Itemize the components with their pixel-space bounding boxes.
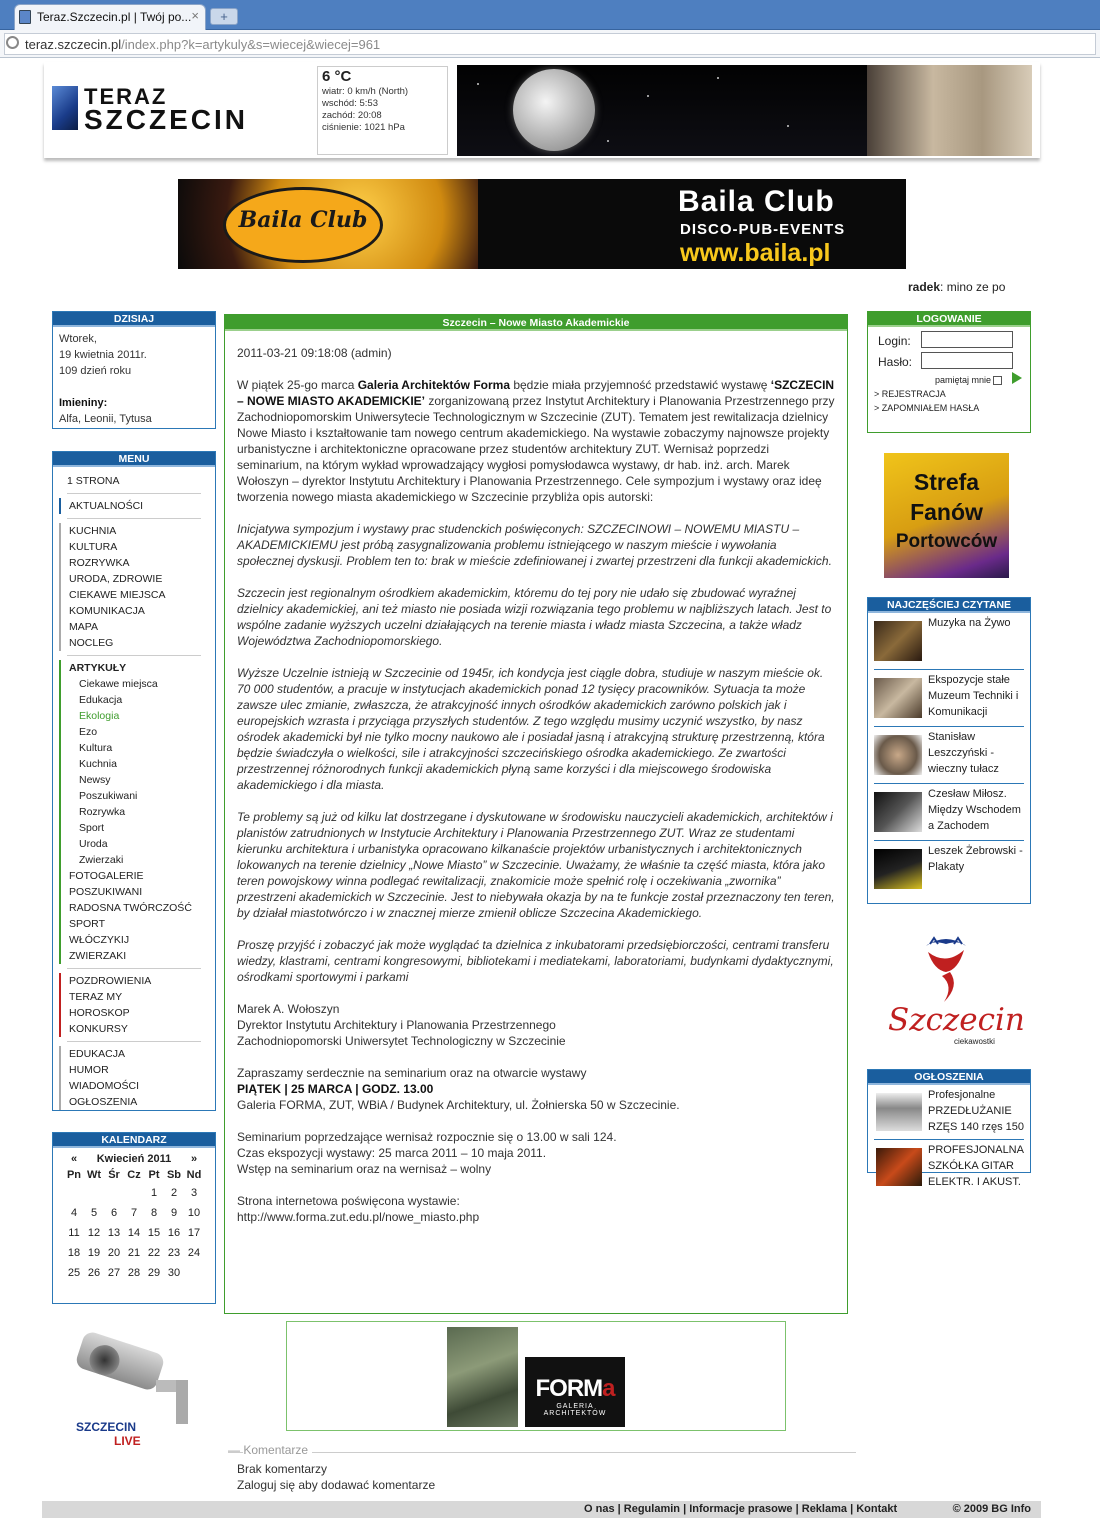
calendar-weekday: Pn — [66, 1169, 82, 1181]
user-status-text: : mino ze po — [940, 280, 1006, 294]
most-read-thumbnail[interactable] — [874, 678, 922, 718]
today-weekday: Wtorek, — [59, 333, 97, 345]
article-paragraph: Te problemy są już od kilku lat dostrzegane i dyskutowane w środowisku nauczycieli akademickich, architektów i planistów zatrudnionych w Instytucie Architektury i Planowania Przestrzennego ZUT. Wraz ze studentami kierunku architektura i urbanistyka opracowano kilkanaście projektów urbanistycznych i architektonicznych lokowanych na terenie dzielnicy „Nowe Miasto” w Szczecinie. Uważamy, że właśnie ta część miasta, która jako teren powojskowy winna podlegać rewitalizacji, znakomicie może spełnić rolę i oczekiwania „zwornika” przestrzeni akademickich w Szczecinie. Jest to niebywała okazja by na te funkcje został przeznaczony ten teren, by działał miastotwórczo i w znacznej mierze zmienił oblicze Szczecina Akademickiego. — [237, 810, 835, 920]
weather-sunrise: wschód: 5:53 — [322, 98, 378, 109]
calendar-weekday: Sb — [166, 1169, 182, 1181]
menu-subitem[interactable]: Uroda — [79, 838, 108, 850]
calendar-weekday: Nd — [186, 1169, 202, 1181]
entry-info: Wstęp na seminarium oraz na wernisaż – wolny — [237, 1162, 492, 1176]
most-read-thumbnail[interactable] — [874, 735, 922, 775]
calendar-day[interactable]: 22 — [147, 1247, 161, 1259]
password-input[interactable] — [921, 352, 1013, 369]
most-read-item[interactable] — [874, 613, 1024, 670]
calendar-weekday: Śr — [108, 1169, 120, 1181]
article-title: Szczecin – Nowe Miasto Akademickie — [225, 315, 847, 331]
calendar-day — [184, 1263, 204, 1283]
strefa-fanow-banner[interactable] — [884, 453, 1009, 578]
comments-header: — Komentarze — [228, 1443, 856, 1453]
calendar-day[interactable]: 25 — [67, 1267, 81, 1279]
most-read-link[interactable]: Ekspozycje stałe Muzeum Techniki i Komunikacji — [928, 674, 1019, 718]
banner-url: www.baila.pl — [680, 239, 831, 267]
camera-mount-plate — [176, 1380, 188, 1424]
favicon-icon — [19, 10, 31, 24]
calendar-weekday: Cz — [127, 1169, 141, 1181]
menu-subitem[interactable]: Newsy — [79, 774, 111, 786]
menu-subitem[interactable]: Sport — [79, 822, 105, 834]
calendar-box — [52, 1132, 216, 1304]
article-paragraph: Inicjatywa sympozjum i wystawy prac studenckich poświęconych: SZCZECINOWI – NOWEMU MIASTU – AKADEMICKIEMU jest próbą zasygnalizowania problemu istniejącego w naszym mieście i wywołania społecznej dyskusji. Problem ten to: brak w mieście zdefiniowanej i zwartej przestrzeni dla funkcji akademickich. — [237, 522, 832, 568]
forgot-password-link[interactable]: > ZAPOMNIAŁEM HASŁA — [874, 403, 980, 414]
most-read-link[interactable]: Leszek Żebrowski - Plakaty — [928, 845, 1023, 873]
menu-item[interactable]: WIADOMOŚCI — [69, 1080, 139, 1092]
menu-item[interactable]: HOROSKOP — [69, 1007, 130, 1019]
szczecin-live-camera-banner[interactable] — [58, 1336, 198, 1450]
browser-tab[interactable] — [14, 4, 206, 30]
menu-subitem[interactable]: Ezo — [79, 726, 98, 738]
ad-link[interactable]: PROFESJONALNA SZKÓŁKA GITAR ELEKTR. I AKUST. — [928, 1144, 1024, 1188]
menu-subitem[interactable]: Poszukiwani — [79, 790, 138, 802]
menu-item[interactable]: KOMUNIKACJA — [69, 605, 145, 617]
most-read-thumbnail[interactable] — [874, 849, 922, 889]
calendar-day — [104, 1183, 124, 1203]
calendar-day[interactable]: 16 — [167, 1227, 181, 1239]
calendar-day[interactable]: 14 — [127, 1227, 141, 1239]
forma-gallery-logo[interactable] — [525, 1357, 625, 1427]
castle-tower-image — [867, 65, 1032, 156]
remember-me-label: pamiętaj mnie — [934, 375, 991, 385]
most-read-thumbnail[interactable] — [874, 792, 922, 832]
remember-me-checkbox[interactable] — [993, 376, 1002, 385]
ads-box — [867, 1069, 1031, 1188]
footer-copyright: © 2009 BG Info — [952, 1503, 1031, 1515]
login-submit-arrow-icon[interactable] — [1012, 372, 1022, 384]
article — [224, 314, 848, 1314]
menu-subitem[interactable]: Kuchnia — [79, 758, 117, 770]
griffin-mark-icon — [920, 936, 972, 1006]
calendar-day — [84, 1183, 104, 1203]
calendar-day[interactable]: 4 — [70, 1207, 78, 1219]
menu-item[interactable]: KULTURA — [69, 541, 118, 553]
logo-line1: TERAZ — [84, 84, 168, 109]
signature-org: Zachodniopomorski Uniwersytet Technologiczny w Szczecinie — [237, 1034, 566, 1048]
calendar-day[interactable]: 8 — [150, 1207, 158, 1219]
article-images — [286, 1321, 786, 1431]
star-dot — [717, 77, 719, 79]
article-paragraph: Szczecin jest regionalnym ośrodkiem akademickim, któremu do tej pory nie udało się zbudować wyraźnej dzielnicy akademickiej, ani też miasto nie posiada wizji rozwiązania tego problemu w najbliższych latach. Jest to wspólne zadanie wyższych uczelni działających na terenie miasta i władz miasta Szczecina, a także władz Województwa Zachodniopomorskiego. — [237, 586, 832, 648]
menu-subitem[interactable]: Zwierzaki — [79, 854, 124, 866]
url-domain: teraz.szczecin.pl — [25, 37, 122, 52]
today-header: DZISIAJ — [53, 312, 215, 327]
menu-item-news[interactable]: AKTUALNOŚCI — [69, 500, 144, 512]
article-date: 2011-03-21 09:18:08 — [237, 346, 348, 360]
szczecin-logo-sub: ciekawostki — [954, 1037, 995, 1046]
most-read-thumbnail[interactable] — [874, 621, 922, 661]
article-author: (admin) — [350, 346, 392, 360]
weather-sunset: zachód: 20:08 — [322, 110, 382, 121]
login-box — [867, 311, 1031, 433]
login-input[interactable] — [921, 331, 1013, 348]
website-link[interactable]: http://www.forma.zut.edu.pl/nowe_miasto.php — [237, 1210, 480, 1224]
ad-thumbnail[interactable] — [876, 1093, 922, 1131]
menu-item-articles[interactable]: ARTYKUŁY — [69, 662, 127, 674]
calendar-day[interactable]: 26 — [87, 1267, 101, 1279]
name-days-label: Imieniny: — [59, 397, 108, 409]
signature-name: Marek A. Wołoszyn — [237, 1002, 340, 1016]
menu-item[interactable]: SPORT — [69, 918, 105, 930]
menu-item[interactable]: OGŁOSZENIA — [69, 1096, 138, 1108]
no-comments: Brak komentarzy — [237, 1462, 328, 1476]
calendar-day[interactable]: 7 — [130, 1207, 138, 1219]
footer-link[interactable]: Reklama — [801, 1503, 848, 1515]
calendar-day — [64, 1183, 84, 1203]
website-label: Strona internetowa poświęcona wystawie: — [237, 1194, 460, 1208]
menu-item[interactable]: HUMOR — [69, 1064, 109, 1076]
menu-item[interactable]: RADOSNA TWÓRCZOŚĆ — [69, 902, 192, 914]
site-footer — [42, 1501, 1041, 1518]
comments-section — [228, 1443, 856, 1493]
star-dot — [787, 125, 789, 127]
calendar-day[interactable]: 17 — [187, 1227, 201, 1239]
calendar-prev-button[interactable]: « — [70, 1153, 78, 1165]
article-text: W piątek 25-go marca — [237, 378, 358, 392]
calendar-day[interactable]: 27 — [107, 1267, 121, 1279]
camera-lens — [86, 1341, 124, 1379]
login-header: LOGOWANIE — [868, 312, 1030, 327]
header-photo — [457, 65, 1032, 156]
footer-separator: | — [847, 1503, 857, 1515]
gallery-name: Galeria Architektów Forma — [357, 378, 510, 392]
menu-item[interactable]: TERAZ MY — [69, 991, 123, 1003]
calendar-day[interactable]: 18 — [67, 1247, 81, 1259]
menu-item[interactable]: POZDROWIENIA — [69, 975, 152, 987]
calendar-day[interactable]: 15 — [147, 1227, 161, 1239]
footer-link[interactable]: Regulamin — [623, 1503, 681, 1515]
footer-separator: | — [614, 1503, 624, 1515]
menu-subitem[interactable]: Kultura — [79, 742, 113, 754]
moon-image — [513, 69, 595, 151]
ad-item[interactable] — [874, 1140, 1024, 1195]
banner-subtitle: DISCO-PUB-EVENTS — [680, 221, 846, 238]
globe-icon — [6, 36, 19, 49]
calendar-day[interactable]: 9 — [170, 1207, 178, 1219]
forma-logo-accent: a — [602, 1375, 615, 1402]
user-name[interactable]: radek — [908, 280, 941, 294]
menu-item[interactable]: KONKURSY — [69, 1023, 128, 1035]
calendar-day[interactable]: 19 — [87, 1247, 101, 1259]
user-status — [908, 280, 1005, 294]
calendar-day[interactable]: 23 — [167, 1247, 181, 1259]
register-link[interactable]: > REJESTRACJA — [874, 389, 946, 400]
article-paragraph: Wyższe Uczelnie istnieją w Szczecinie od 1945r, ich kondycja jest ciągle dobra, studiuje w naszym mieście ok. 70 000 studentów, a pracuje w instytucjach akademickich ponad 12 tysięcy pracowników. Sytuacja ta może zawsze ulec zmianie, zwłaszcza, że atrakcyjność innych ośrodków akademickich zarówno polskich jak i europejskich wzrasta i przyciąga przyszłych studentów. Z tego względu musimy uczynić wszystko, by nasz ośrodek akademicki był nie tylko mocny naukowo ale i posiadał jasną i atrakcyjną strukturę przestrzenną, która będzie świadczyła o wielkości, sile i atrakcyjności szczecińskiego ośrodka akademickiego. Ze zwartości przestrzennej różnorodnych funkcji akademickich płyną same korzyści i dla miejscowego środowiska akademickiego i dla miasta. — [237, 666, 825, 792]
invitation-date: PIĄTEK | 25 MARCA | GODZ. 13.00 — [237, 1082, 434, 1096]
calendar-weekday: Wt — [86, 1169, 102, 1181]
menu-item-home[interactable]: 1 STRONA — [67, 475, 120, 487]
main-menu — [52, 451, 216, 1111]
forma-logo-main: FORM — [535, 1375, 603, 1402]
today-date: 19 kwietnia 2011r. — [59, 349, 147, 361]
calendar-day[interactable]: 13 — [107, 1227, 121, 1239]
most-read-link[interactable]: Stanisław Leszczyński - wieczny tułacz — [928, 731, 999, 775]
menu-item[interactable]: POSZUKIWANI — [69, 886, 143, 898]
star-dot — [647, 95, 649, 97]
baila-club-banner[interactable] — [178, 179, 906, 269]
calendar-day[interactable]: 11 — [68, 1227, 80, 1239]
menu-header: MENU — [53, 452, 215, 467]
camera-subtitle: LIVE — [114, 1434, 141, 1448]
logo-mark-icon — [52, 86, 78, 130]
camera-title: SZCZECIN — [76, 1420, 136, 1434]
menu-item[interactable]: WŁÓCZYKIJ — [69, 934, 130, 946]
calendar-day[interactable]: 6 — [110, 1207, 118, 1219]
menu-item[interactable]: NOCLEG — [69, 637, 114, 649]
calendar-day — [124, 1183, 144, 1203]
invitation-text: Zapraszamy serdecznie na seminarium oraz na otwarcie wystawy — [237, 1066, 587, 1080]
calendar-month: Kwiecień 2011 — [96, 1153, 172, 1165]
ads-header: OGŁOSZENIA — [868, 1070, 1030, 1085]
exhibition-period: Czas ekspozycji wystawy: 25 marca 2011 – 10 maja 2011. — [237, 1146, 547, 1160]
weather-temperature: 6 °C — [322, 68, 352, 85]
close-tab-icon[interactable]: × — [191, 8, 199, 23]
most-read-box — [867, 597, 1031, 904]
ad-thumbnail[interactable] — [876, 1148, 922, 1186]
login-label: Login: — [878, 334, 911, 348]
aerial-poster-image[interactable] — [447, 1327, 518, 1427]
menu-item[interactable]: KUCHNIA — [69, 525, 117, 537]
article-text: zorganizowaną przez Instytut Architektury i Planowania Przestrzennego przy Zachodniopomorskim Uniwersytecie Technologicznym w Szczecinie (ZUT). Tematem jest rewitalizacja dzielnicy Nowe Miasto i kształtowanie tam nowego centrum akademickiego. Na wystawie zobaczymy najnowsze projekty urbanistyczne i architektoniczne opracowane przez studentów architektury ZUT. Wernisaż poprzedzi seminarium, na którym wykład wprowadzający wygłosi pomysłodawca wystawy, dr hab. inż. arch. Marek Wołoszyn – dyrektor Instytutu Architektury i Planowania Przestrzennego. Cele sympozjum i wystawy oraz ideę tworzenia nowego miasta akademickiego w Szczecinie przybliża opis autorski: — [237, 394, 835, 504]
footer-link[interactable]: Informacje prasowe — [689, 1503, 793, 1515]
most-read-link[interactable]: Czesław Miłosz. Między Wschodem a Zachodem — [928, 788, 1021, 832]
calendar-header: KALENDARZ — [53, 1133, 215, 1148]
calendar-weekday: Pt — [148, 1169, 160, 1181]
signature-title: Dyrektor Instytutu Architektury i Planowania Przestrzennego — [237, 1018, 556, 1032]
strefa-line2: Fanów — [910, 499, 983, 525]
calendar-day[interactable]: 20 — [107, 1247, 121, 1259]
article-text: będzie miała przyjemność przedstawić wystawę — [510, 378, 771, 392]
seminar-time: Seminarium poprzedzające wernisaż rozpocznie się o 13.00 w sali 124. — [237, 1130, 617, 1144]
menu-item[interactable]: CIEKAWE MIEJSCA — [69, 589, 166, 601]
most-read-item[interactable] — [874, 784, 1024, 841]
address-bar[interactable] — [4, 33, 1096, 55]
tab-title: Teraz.Szczecin.pl | Twój po... — [37, 10, 192, 24]
star-dot — [607, 140, 609, 142]
most-read-header: NAJCZĘŚCIEJ CZYTANE — [868, 598, 1030, 613]
banner-title: Baila Club — [678, 185, 835, 218]
calendar-day[interactable]: 30 — [167, 1267, 181, 1279]
szczecin-city-logo[interactable] — [880, 936, 1025, 1046]
most-read-item[interactable] — [874, 727, 1024, 784]
password-label: Hasło: — [878, 355, 913, 369]
star-dot — [477, 83, 479, 85]
ad-link[interactable]: Profesjonalne PRZEDŁUŻANIE RZĘS 140 rzęs 150 — [928, 1089, 1024, 1133]
banner-logo: Baila Club — [223, 187, 383, 263]
calendar-day[interactable]: 24 — [187, 1247, 201, 1259]
calendar-day[interactable]: 2 — [170, 1187, 178, 1199]
szczecin-logo-text: Szczecin — [888, 1002, 1025, 1038]
footer-separator: | — [792, 1503, 802, 1515]
calendar-day[interactable]: 10 — [187, 1207, 201, 1219]
calendar-day[interactable]: 3 — [190, 1187, 198, 1199]
weather-pressure: ciśnienie: 1021 hPa — [322, 122, 405, 133]
calendar-day[interactable]: 1 — [150, 1187, 158, 1199]
footer-links — [584, 1501, 897, 1518]
url-path: /index.php?k=artykuly&s=wiecej&wiecej=961 — [121, 37, 381, 52]
comments-header-text: Komentarze — [243, 1443, 312, 1457]
exhibition-name: ‘SZCZECIN – NOWE MIASTO AKADEMICKIE’ — [237, 378, 835, 408]
calendar-day[interactable]: 28 — [127, 1267, 141, 1279]
article-paragraph: Proszę przyjść i zobaczyć jak może wyglądać ta dzielnica z inkubatorami przedsiębiorczości, centrami transferu wiedzy, klastrami, centrami kongresowymi, bibliotekami i mediatekami, laboratoriami, budynkami dydaktycznymi, ośrodkami sportowymi i parkami — [237, 938, 834, 984]
menu-item[interactable]: URODA, ZDROWIE — [69, 573, 163, 585]
strefa-line1: Strefa — [913, 469, 980, 495]
today-box — [52, 311, 216, 429]
menu-item[interactable]: EDUKACJA — [69, 1048, 126, 1060]
footer-separator: | — [680, 1503, 690, 1515]
footer-link[interactable]: O nas — [584, 1503, 615, 1515]
camera-icon — [74, 1330, 166, 1392]
most-read-item[interactable] — [874, 841, 1024, 898]
login-to-comment[interactable]: Zaloguj się aby dodawać komentarze — [237, 1478, 436, 1492]
weather-widget — [317, 66, 448, 155]
menu-item[interactable]: ROZRYWKA — [69, 557, 130, 569]
most-read-item[interactable] — [874, 670, 1024, 727]
most-read-link[interactable]: Muzyka na Żywo — [928, 617, 1011, 629]
new-tab-button[interactable]: + — [210, 8, 238, 25]
site-logo[interactable] — [52, 86, 297, 134]
name-days: Alfa, Leonii, Tytusa — [59, 413, 152, 425]
menu-item[interactable]: MAPA — [69, 621, 98, 633]
calendar-day[interactable]: 21 — [127, 1247, 141, 1259]
menu-subitem[interactable]: Edukacja — [79, 694, 123, 706]
menu-subitem[interactable]: Ekologia — [79, 710, 120, 722]
calendar-day[interactable]: 12 — [87, 1227, 101, 1239]
today-day-of-year: 109 dzień roku — [59, 365, 132, 377]
ad-item[interactable] — [874, 1085, 1024, 1140]
menu-item[interactable]: FOTOGALERIE — [69, 870, 144, 882]
calendar-table — [64, 1151, 204, 1283]
calendar-day[interactable]: 29 — [147, 1267, 161, 1279]
forma-logo-sub: GALERIA ARCHITEKTÓW — [543, 1403, 607, 1417]
menu-subitem[interactable]: Ciekawe miejsca — [79, 678, 158, 690]
weather-wind: wiatr: 0 km/h (North) — [322, 86, 409, 97]
menu-item[interactable]: ZWIERZAKI — [69, 950, 127, 962]
strefa-line3: Portowców — [895, 531, 998, 552]
menu-subitem[interactable]: Rozrywka — [79, 806, 126, 818]
footer-link[interactable]: Kontakt — [856, 1503, 898, 1515]
invitation-place: Galeria FORMA, ZUT, WBiA / Budynek Architektury, ul. Żołnierska 50 w Szczecinie. — [237, 1098, 680, 1112]
calendar-next-button[interactable]: » — [190, 1153, 198, 1165]
logo-line2: SZCZECIN — [84, 104, 248, 135]
calendar-day[interactable]: 5 — [90, 1207, 98, 1219]
